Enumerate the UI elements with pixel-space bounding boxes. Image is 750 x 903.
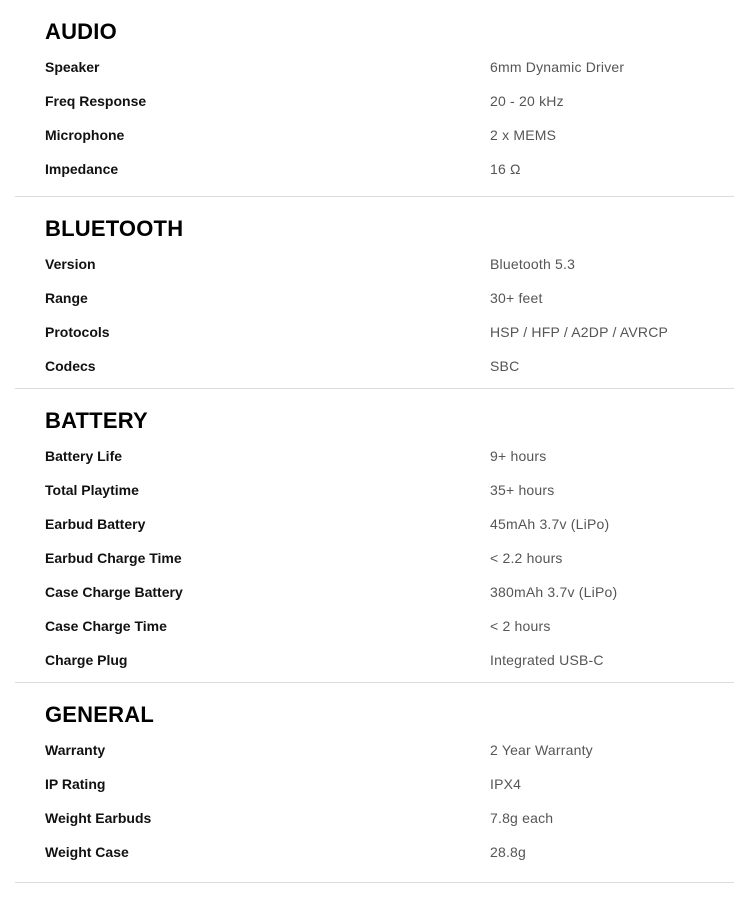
spec-label: Case Charge Time [45, 618, 167, 634]
spec-value: 16 Ω [490, 161, 521, 177]
spec-row [45, 84, 734, 118]
spec-label: Charge Plug [45, 652, 128, 668]
section-title: AUDIO [45, 19, 117, 44]
spec-row [45, 575, 734, 609]
spec-table [15, 0, 734, 883]
spec-row [45, 767, 734, 801]
spec-rows [45, 733, 734, 869]
spec-row [45, 281, 734, 315]
spec-row [45, 247, 734, 281]
spec-row [45, 507, 734, 541]
spec-row [45, 609, 734, 643]
section-title: BLUETOOTH [45, 216, 184, 241]
spec-label: Weight Case [45, 844, 129, 860]
spec-value: < 2 hours [490, 618, 551, 634]
spec-value: 380mAh 3.7v (LiPo) [490, 584, 618, 600]
spec-value: SBC [490, 358, 520, 374]
spec-value: 9+ hours [490, 448, 547, 464]
spec-row [45, 349, 734, 383]
spec-value: 7.8g each [490, 810, 554, 826]
spec-value: HSP / HFP / A2DP / AVRCP [490, 324, 669, 340]
spec-row [45, 801, 734, 835]
spec-label: Earbud Charge Time [45, 550, 182, 566]
section-title: GENERAL [45, 702, 154, 727]
spec-label: Warranty [45, 742, 106, 758]
spec-row [45, 152, 734, 186]
spec-label: Case Charge Battery [45, 584, 183, 600]
spec-value: 2 x MEMS [490, 127, 557, 143]
spec-label: Impedance [45, 161, 119, 177]
spec-label: IP Rating [45, 776, 106, 792]
spec-row [45, 835, 734, 869]
spec-value: IPX4 [490, 776, 522, 792]
spec-value: 45mAh 3.7v (LiPo) [490, 516, 610, 532]
section-battery [15, 389, 734, 683]
spec-label: Codecs [45, 358, 96, 374]
spec-row [45, 439, 734, 473]
spec-label: Speaker [45, 59, 100, 75]
spec-value: 2 Year Warranty [490, 742, 593, 758]
spec-row [45, 473, 734, 507]
spec-label: Battery Life [45, 448, 123, 464]
spec-rows [45, 439, 734, 677]
spec-value: 28.8g [490, 844, 527, 860]
spec-row [45, 50, 734, 84]
spec-row [45, 643, 734, 677]
spec-row [45, 315, 734, 349]
spec-row [45, 118, 734, 152]
spec-value: Bluetooth 5.3 [490, 256, 576, 272]
spec-value: 30+ feet [490, 290, 543, 306]
section-general [15, 683, 734, 883]
spec-rows [45, 50, 734, 186]
spec-label: Microphone [45, 127, 125, 143]
spec-label: Version [45, 256, 96, 272]
spec-label: Weight Earbuds [45, 810, 152, 826]
spec-value: < 2.2 hours [490, 550, 563, 566]
section-bluetooth [15, 197, 734, 389]
spec-label: Total Playtime [45, 482, 139, 498]
spec-row [45, 733, 734, 767]
spec-label: Protocols [45, 324, 110, 340]
spec-value: 6mm Dynamic Driver [490, 59, 625, 75]
section-audio [15, 0, 734, 197]
spec-rows [45, 247, 734, 383]
spec-label: Freq Response [45, 93, 147, 109]
spec-value: 35+ hours [490, 482, 555, 498]
spec-value: 20 - 20 kHz [490, 93, 564, 109]
spec-label: Range [45, 290, 88, 306]
section-title: BATTERY [45, 408, 148, 433]
spec-label: Earbud Battery [45, 516, 146, 532]
spec-value: Integrated USB-C [490, 652, 604, 668]
spec-row [45, 541, 734, 575]
